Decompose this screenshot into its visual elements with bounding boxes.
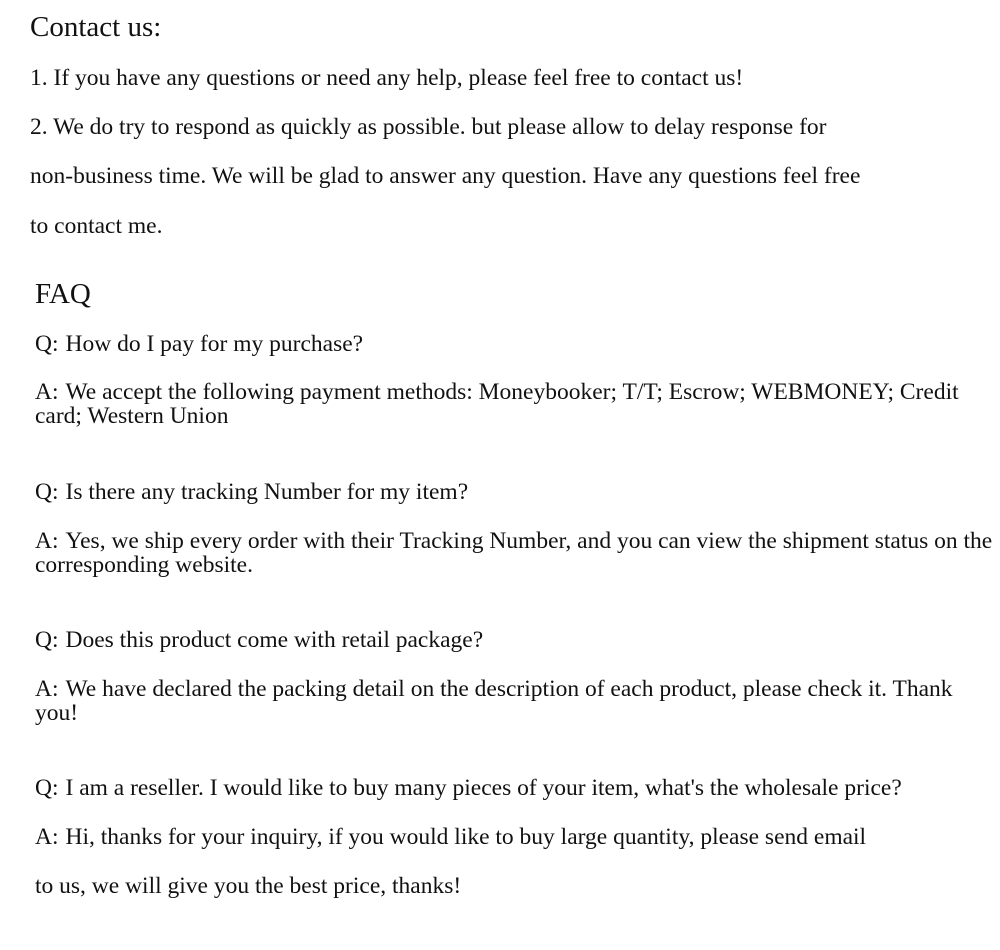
answer-prefix: A: [35,824,59,850]
question-prefix: Q: [35,479,59,505]
faq-question-1 [35,329,363,359]
question-prefix: Q: [35,331,59,357]
faq-question-2 [35,477,468,507]
faq-answer-3 [35,677,997,725]
question-prefix: Q: [35,775,59,801]
faq-heading: FAQ [35,278,91,310]
faq-answer-2 [35,529,997,577]
faq-question-4 [35,773,902,803]
answer-text: Yes, we ship every order with their Tracking Number, and you can view the shipment status on the corresponding website. [35,528,993,578]
answer-text: We have declared the packing detail on the description of each product, please check it. Thank you! [35,676,953,726]
faq-question-3 [35,625,483,655]
answer-prefix: A: [35,676,59,702]
answer-prefix: A: [35,528,59,554]
contact-line-1: 1. If you have any questions or need any help, please feel free to contact us! [30,65,744,91]
faq-answer-4-line-2: to us, we will give you the best price, thanks! [35,873,462,899]
question-text: Is there any tracking Number for my item? [65,479,469,505]
question-text: How do I pay for my purchase? [65,331,364,357]
contact-line-2: 2. We do try to respond as quickly as possible. but please allow to delay response for [30,114,827,140]
faq-answer-1 [35,380,997,428]
answer-text: We accept the following payment methods: Moneybooker; T/T; Escrow; WEBMONEY; Credit card; Western Union [35,379,959,429]
answer-text: Hi, thanks for your inquiry, if you would like to buy large quantity, please send email [65,824,867,850]
question-text: Does this product come with retail package? [65,627,484,653]
answer-prefix: A: [35,379,59,405]
contact-heading: Contact us: [30,11,162,43]
question-text: I am a reseller. I would like to buy many pieces of your item, what's the wholesale price? [65,775,902,801]
question-prefix: Q: [35,627,59,653]
contact-line-3: non-business time. We will be glad to answer any question. Have any questions feel free [30,163,861,189]
contact-line-4: to contact me. [30,213,163,239]
faq-answer-4-line-1 [35,822,866,852]
